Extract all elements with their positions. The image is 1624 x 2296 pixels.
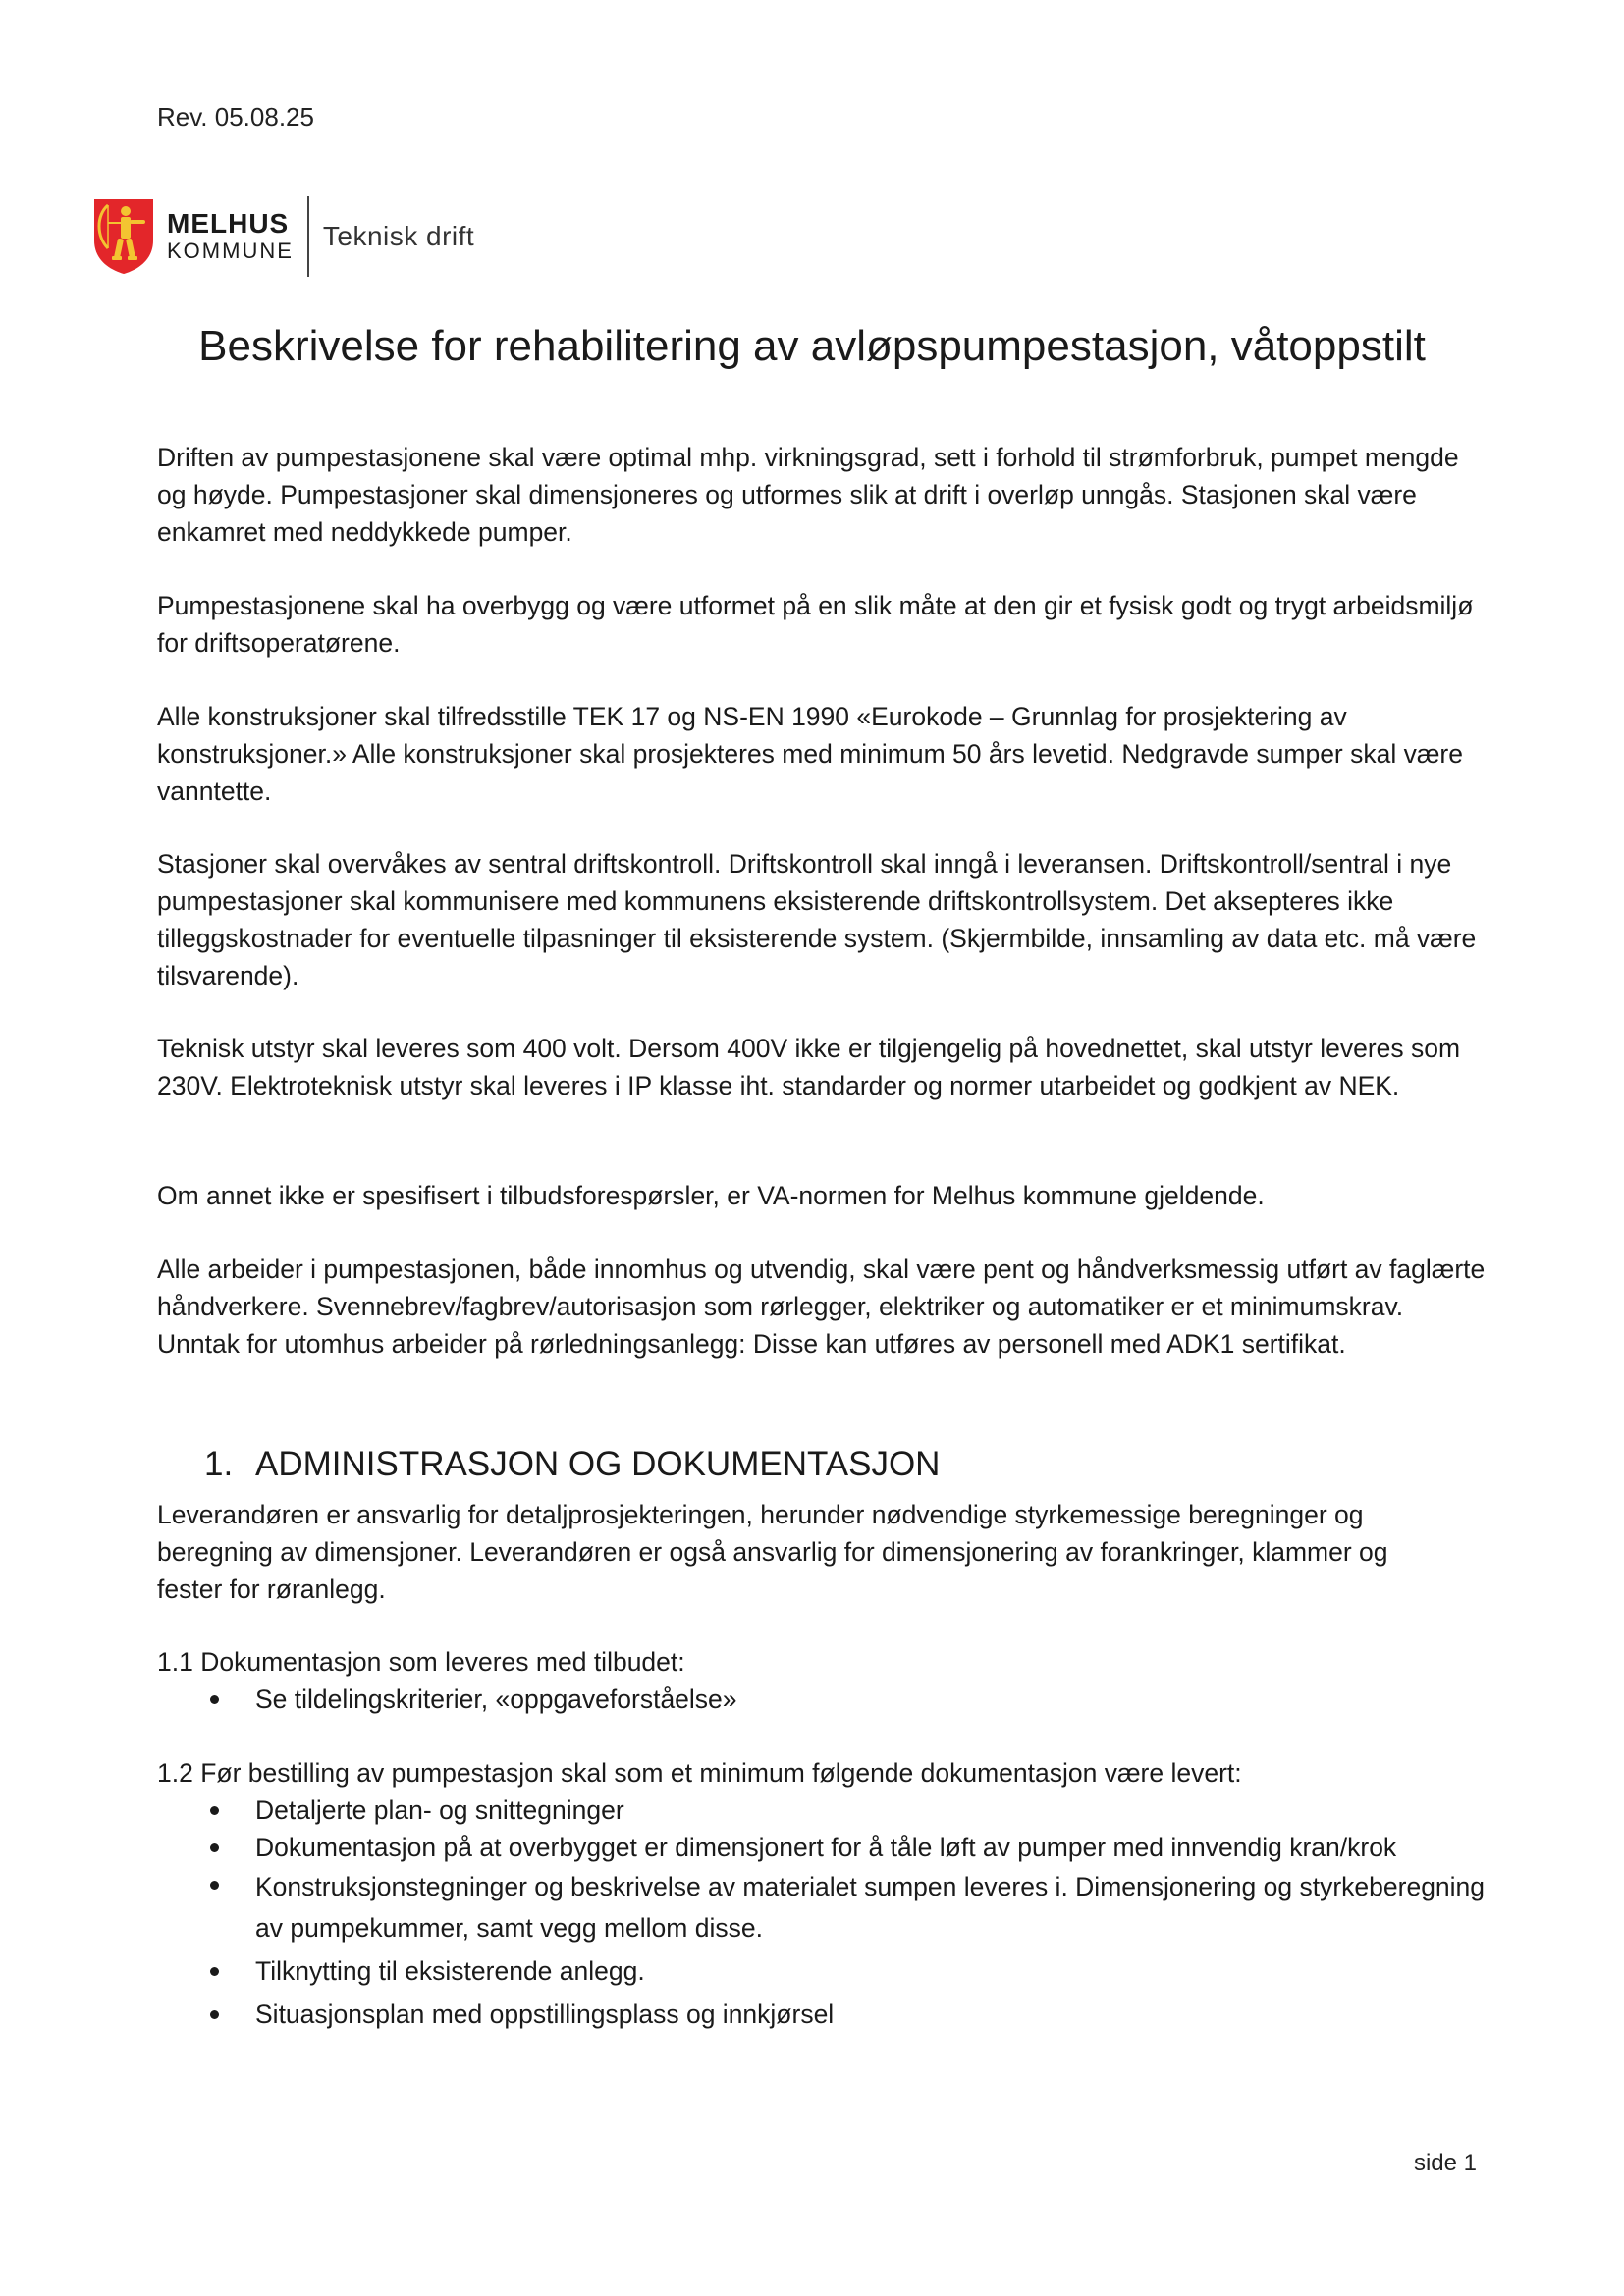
subsection-label: 1.2 Før bestilling av pumpestasjon skal som et minimum følgende dokumentasjon være levert: bbox=[157, 1758, 1242, 1788]
melhus-kommune-logo bbox=[92, 196, 474, 277]
list-item bbox=[157, 1681, 1492, 1718]
logo-name: MELHUS bbox=[167, 208, 290, 239]
list-item-text: Detaljerte plan- og snittegninger bbox=[255, 1795, 624, 1825]
list-item bbox=[157, 1866, 1492, 1949]
section-intro-text: Leverandøren er ansvarlig for detaljprosjekteringen, herunder nødvendige styrkemessige beregninger og beregning av dimensjoner. Leverandøren er også ansvarlig for dimensjonering av forankringer, klammer og fester for røranlegg. bbox=[157, 1500, 1388, 1604]
list-item-text: Dokumentasjon på at overbygget er dimensjonert for å tåle løft av pumper med innvendig kran/krok bbox=[255, 1833, 1397, 1862]
list-item-text: Konstruksjonstegninger og beskrivelse av materialet sumpen leveres i. Dimensjonering og styrkeberegning av pumpekummer, samt vegg mellom disse. bbox=[255, 1872, 1486, 1943]
paragraph-text: Om annet ikke er spesifisert i tilbudsforespørsler, er VA-normen for Melhus kommune gjeldende. bbox=[157, 1181, 1265, 1210]
paragraph-text: Pumpestasjonene skal ha overbygg og være utformet på en slik måte at den gir et fysisk godt og trygt arbeidsmiljø for driftsoperatørene. bbox=[157, 591, 1474, 658]
logo-divider bbox=[307, 196, 309, 277]
section-intro bbox=[157, 1496, 1414, 1608]
department-label: Teknisk drift bbox=[322, 221, 475, 251]
section-number: 1. bbox=[204, 1445, 234, 1483]
bullet-icon bbox=[210, 2010, 219, 2019]
list-item bbox=[157, 1996, 1492, 2033]
bullet-icon bbox=[210, 1843, 219, 1852]
logo-sub: KOMMUNE bbox=[167, 239, 294, 263]
page-number: side 1 bbox=[1413, 2150, 1477, 2176]
paragraph-text: Stasjoner skal overvåkes av sentral driftskontroll. Driftskontroll skal inngå i leveransen. Driftskontroll/sentral i nye pumpestasjoner skal kommunisere med kommunens eksisterende driftskontrollsystem. Det aksepteres ikke tilleggskostnader for eventuelle tilpasninger til eksisterende system. (Skjermbilde, innsamling av data etc. må være tilsvarende). bbox=[157, 849, 1477, 990]
subsection-label: 1.1 Dokumentasjon som leveres med tilbudet: bbox=[157, 1647, 685, 1677]
paragraph bbox=[157, 1251, 1492, 1362]
list-item bbox=[157, 1791, 1492, 1829]
paragraph bbox=[157, 698, 1492, 810]
list-item-text: Se tildelingskriterier, «oppgaveforståelse» bbox=[255, 1684, 737, 1714]
revision-label: Rev. 05.08.25 bbox=[157, 102, 314, 132]
list-item-text: Situasjonsplan med oppstillingsplass og innkjørsel bbox=[255, 2000, 835, 2029]
bullet-list bbox=[157, 1681, 1492, 1718]
paragraph-text: Driften av pumpestasjonene skal være optimal mhp. virkningsgrad, sett i forhold til strømforbruk, pumpet mengde og høyde. Pumpestasjoner skal dimensjoneres og utformes slik at drift i overløp unngås. Stasjonen skal være enkamret med neddykkede pumper. bbox=[157, 443, 1459, 547]
list-item bbox=[157, 1952, 1492, 1990]
list-item-text: Tilknytting til eksisterende anlegg. bbox=[255, 1956, 645, 1986]
paragraph bbox=[157, 845, 1492, 994]
bullet-list bbox=[157, 1791, 1492, 2033]
document-title: Beskrivelse for rehabilitering av avløpspumpestasjon, våtoppstilt bbox=[198, 322, 1426, 370]
paragraph bbox=[157, 587, 1492, 662]
paragraph bbox=[157, 439, 1492, 551]
subsection-1-1 bbox=[157, 1643, 1492, 1718]
bullet-icon bbox=[210, 1806, 219, 1815]
paragraph-text: Teknisk utstyr skal leveres som 400 volt. Dersom 400V ikke er tilgjengelig på hovednettet, skal utstyr leveres som 230V. Elektroteknisk utstyr skal leveres i IP klasse iht. standarder og normer utarbeidet og godkjent av NEK. bbox=[157, 1034, 1461, 1100]
subsection-1-2 bbox=[157, 1754, 1492, 2033]
section-title: ADMINISTRASJON OG DOKUMENTASJON bbox=[255, 1445, 941, 1483]
section-heading bbox=[204, 1443, 940, 1486]
bullet-icon bbox=[210, 1695, 219, 1704]
paragraph-text: Alle arbeider i pumpestasjonen, både innomhus og utvendig, skal være pent og håndverksmessig utført av faglærte håndverkere. Svennebrev/fagbrev/autorisasjon som rørlegger, elektriker og automatiker er et minimumskrav. Unntak for utomhus arbeider på rørledningsanlegg: Disse kan utføres av personell med ADK1 sertifikat. bbox=[157, 1255, 1486, 1359]
paragraph bbox=[157, 1177, 1492, 1214]
bullet-icon bbox=[210, 1967, 219, 1976]
list-item bbox=[157, 1829, 1492, 1866]
paragraph bbox=[157, 1030, 1492, 1104]
coat-of-arms-icon bbox=[92, 197, 155, 276]
bullet-icon bbox=[210, 1881, 219, 1890]
logo-wordmark bbox=[167, 209, 294, 264]
paragraph-text: Alle konstruksjoner skal tilfredsstille TEK 17 og NS-EN 1990 «Eurokode – Grunnlag for prosjektering av konstruksjoner.» Alle konstruksjoner skal prosjekteres med minimum 50 års levetid. Nedgravde sumper skal være vanntette. bbox=[157, 702, 1463, 806]
